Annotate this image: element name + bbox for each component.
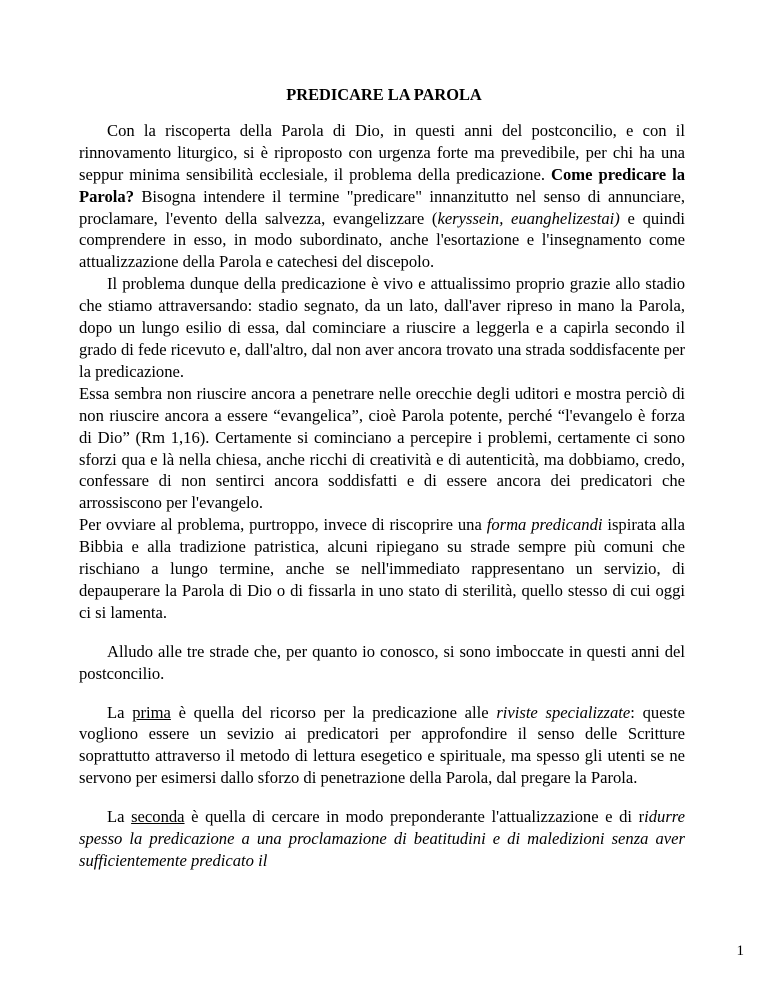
text-span: La <box>107 702 133 722</box>
text-span: ispirata alla Bibbia e alla tradizione patristica, alcuni ripiegano su strade sempre più comuni che rischiano a lungo termine, anche se nell'immediato rappresentano un servizio, di depauperare la Parola di Dio o di fissarla in uno stato di sterilità, quello stesso di cui oggi ci si lamenta. <box>79 515 685 622</box>
text-span: Con la riscoperta della Parola di Dio, in questi anni del postconcilio, e con il rinnovamento liturgico, si è riproposto con urgenza forte ma prevedibile, per chi ha una seppur minima sensibilità ecclesiale, il problema della predicazione. <box>79 120 685 184</box>
document-body <box>79 84 685 872</box>
paragraph-1 <box>79 120 685 273</box>
text-span: Per ovviare al problema, purtroppo, invece di riscoprire una <box>79 515 487 535</box>
paragraph-7 <box>79 806 685 872</box>
text-span: è quella di cercare in modo preponderante l'attualizzazione e di r <box>184 807 645 827</box>
paragraph-6 <box>79 702 685 790</box>
italic-term: riviste specializzate <box>496 702 631 722</box>
underlined-word: seconda <box>131 807 185 827</box>
italic-text: idurre spesso la predicazione a una proclamazione di beatitudini e di maledizioni senza aver sufficientemente predicato il <box>79 807 685 870</box>
paragraph-4 <box>79 514 685 624</box>
text-span: e quindi comprendere in esso, in modo subordinato, anche l'esortazione e l'insegnamento come attualizzazione della Parola e catechesi del discepolo. <box>79 208 685 272</box>
bold-question: Come predicare la Parola? <box>79 164 685 206</box>
italic-greek-terms: keryssein, euanghelizestai) <box>437 208 620 228</box>
text-span: : queste vogliono essere un sevizio ai predicatori per approfondire il senso delle Scritture soprattutto attraverso il metodo di lettura esegetico e spirituale, ma spesso gli utenti se ne servono per esimersi dallo sforzo di penetrazione della Parola, dal pregare la Parola. <box>79 702 685 788</box>
paragraph-3: Essa sembra non riuscire ancora a penetrare nelle orecchie degli uditori e mostra perciò di non riuscire ancora a essere “evangelica”, cioè Parola potente, perché “l'evangelo è forza di Dio” (Rm 1,16). Certamente si cominciano a percepire i problemi, certamente ci sono sforzi qua e là nella chiesa, anche ricchi di creatività e di autenticità, ma dobbiamo, credo, confessare di non sentirci ancora soddisfatti e di essere ancora dei predicatori che arrossiscono per l'evangelo. <box>79 383 685 513</box>
paragraph-5: Alludo alle tre strade che, per quanto io conosco, si sono imboccate in questi anni del postconcilio. <box>79 641 685 683</box>
page-title: PREDICARE LA PAROLA <box>286 85 482 104</box>
underlined-word: prima <box>132 702 171 722</box>
paragraph-2: Il problema dunque della predicazione è vivo e attualissimo proprio grazie allo stadio che stiamo attraversando: stadio segnato, da un lato, dall'aver ripreso in mano la Parola, dopo un lungo esilio di essa, dal cominciare a riuscire a leggerla e a capirla secondo il grado di fede ricevuto e, dall'altro, dal non aver ancora trovato una strada soddisfacente per la predicazione. <box>79 274 685 381</box>
italic-term: forma predicandi <box>486 515 603 535</box>
text-span: La <box>107 807 132 827</box>
text-span: è quella del ricorso per la predicazione alle <box>170 702 497 722</box>
page-number: 1 <box>736 943 744 959</box>
text-span: Bisogna intendere il termine "predicare" innanzitutto nel senso di annunciare, proclamare, l'evento della salvezza, evangelizzare ( <box>79 186 685 228</box>
